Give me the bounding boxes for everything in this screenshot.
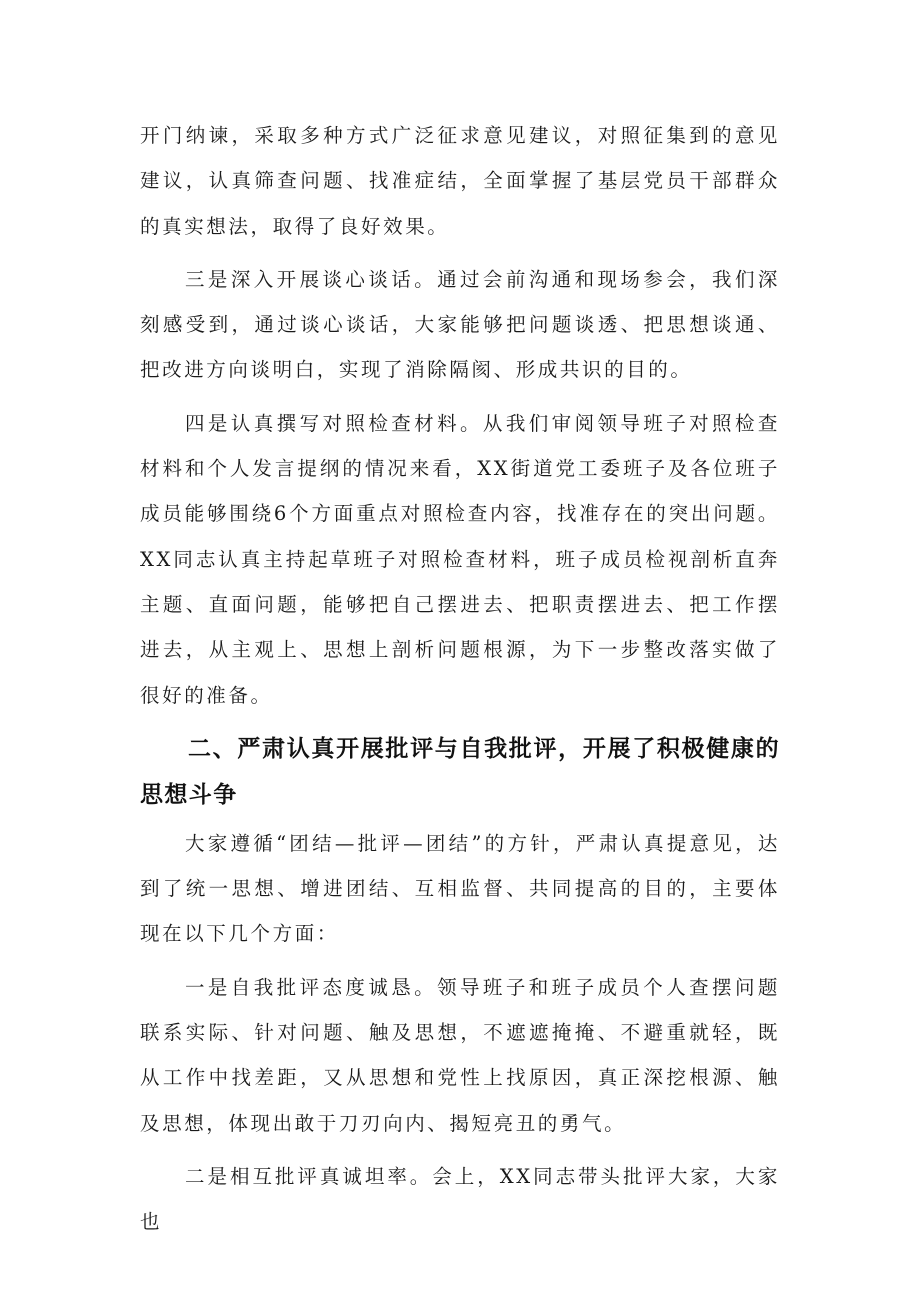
paragraph-self-inspection-materials: 四是认真撰写对照检查材料。从我们审阅领导班子对照检查材料和个人发言提纲的情况来看，XX街道党工委班子及各位班子成员能够围绕6个方面重点对照检查内容，找准存在的突出问题。XX同志认真主持起草班子对照检查材料，班子成员检视剖析直奔主题、直面问题，能够把自己摆进去、把职责摆进去、把工作摆进去，从主观上、思想上剖析问题根源，为下一步整改落实做了很好的准备。 (140, 411, 780, 707)
section-heading: 二、严肃认真开展批评与自我批评，开展了积极健康的思想斗争 (140, 735, 780, 808)
paragraph-self-criticism: 一是自我批评态度诚恳。领导班子和班子成员个人查摆问题联系实际、针对问题、触及思想，不遮遮掩掩、不避重就轻，既从工作中找差距，又从思想和党性上找原因，真正深挖根源、触及思想，体现出敢于刀刃向内、揭短亮丑的勇气。 (140, 975, 780, 1135)
paragraph-mutual-criticism: 二是相互批评真诚坦率。会上，XX同志带头批评大家，大家也 (140, 1164, 780, 1234)
paragraph-criticism-principle: 大家遵循“团结—批评—团结”的方针，严肃认真提意见，达到了统一思想、增进团结、互相监督、共同提高的目的，主要体现在以下几个方面： (140, 831, 780, 946)
paragraph-heart-to-heart-talks: 三是深入开展谈心谈话。通过会前沟通和现场参会，我们深刻感受到，通过谈心谈话，大家能够把问题谈透、把思想谈通、把改进方向谈明白，实现了消除隔阂、形成共识的目的。 (140, 267, 780, 382)
document-body (140, 113, 780, 1253)
paragraph-continued: 开门纳谏，采取多种方式广泛征求意见建议，对照征集到的意见建议，认真筛查问题、找准症结，全面掌握了基层党员干部群众的真实想法，取得了良好效果。 (140, 124, 780, 238)
